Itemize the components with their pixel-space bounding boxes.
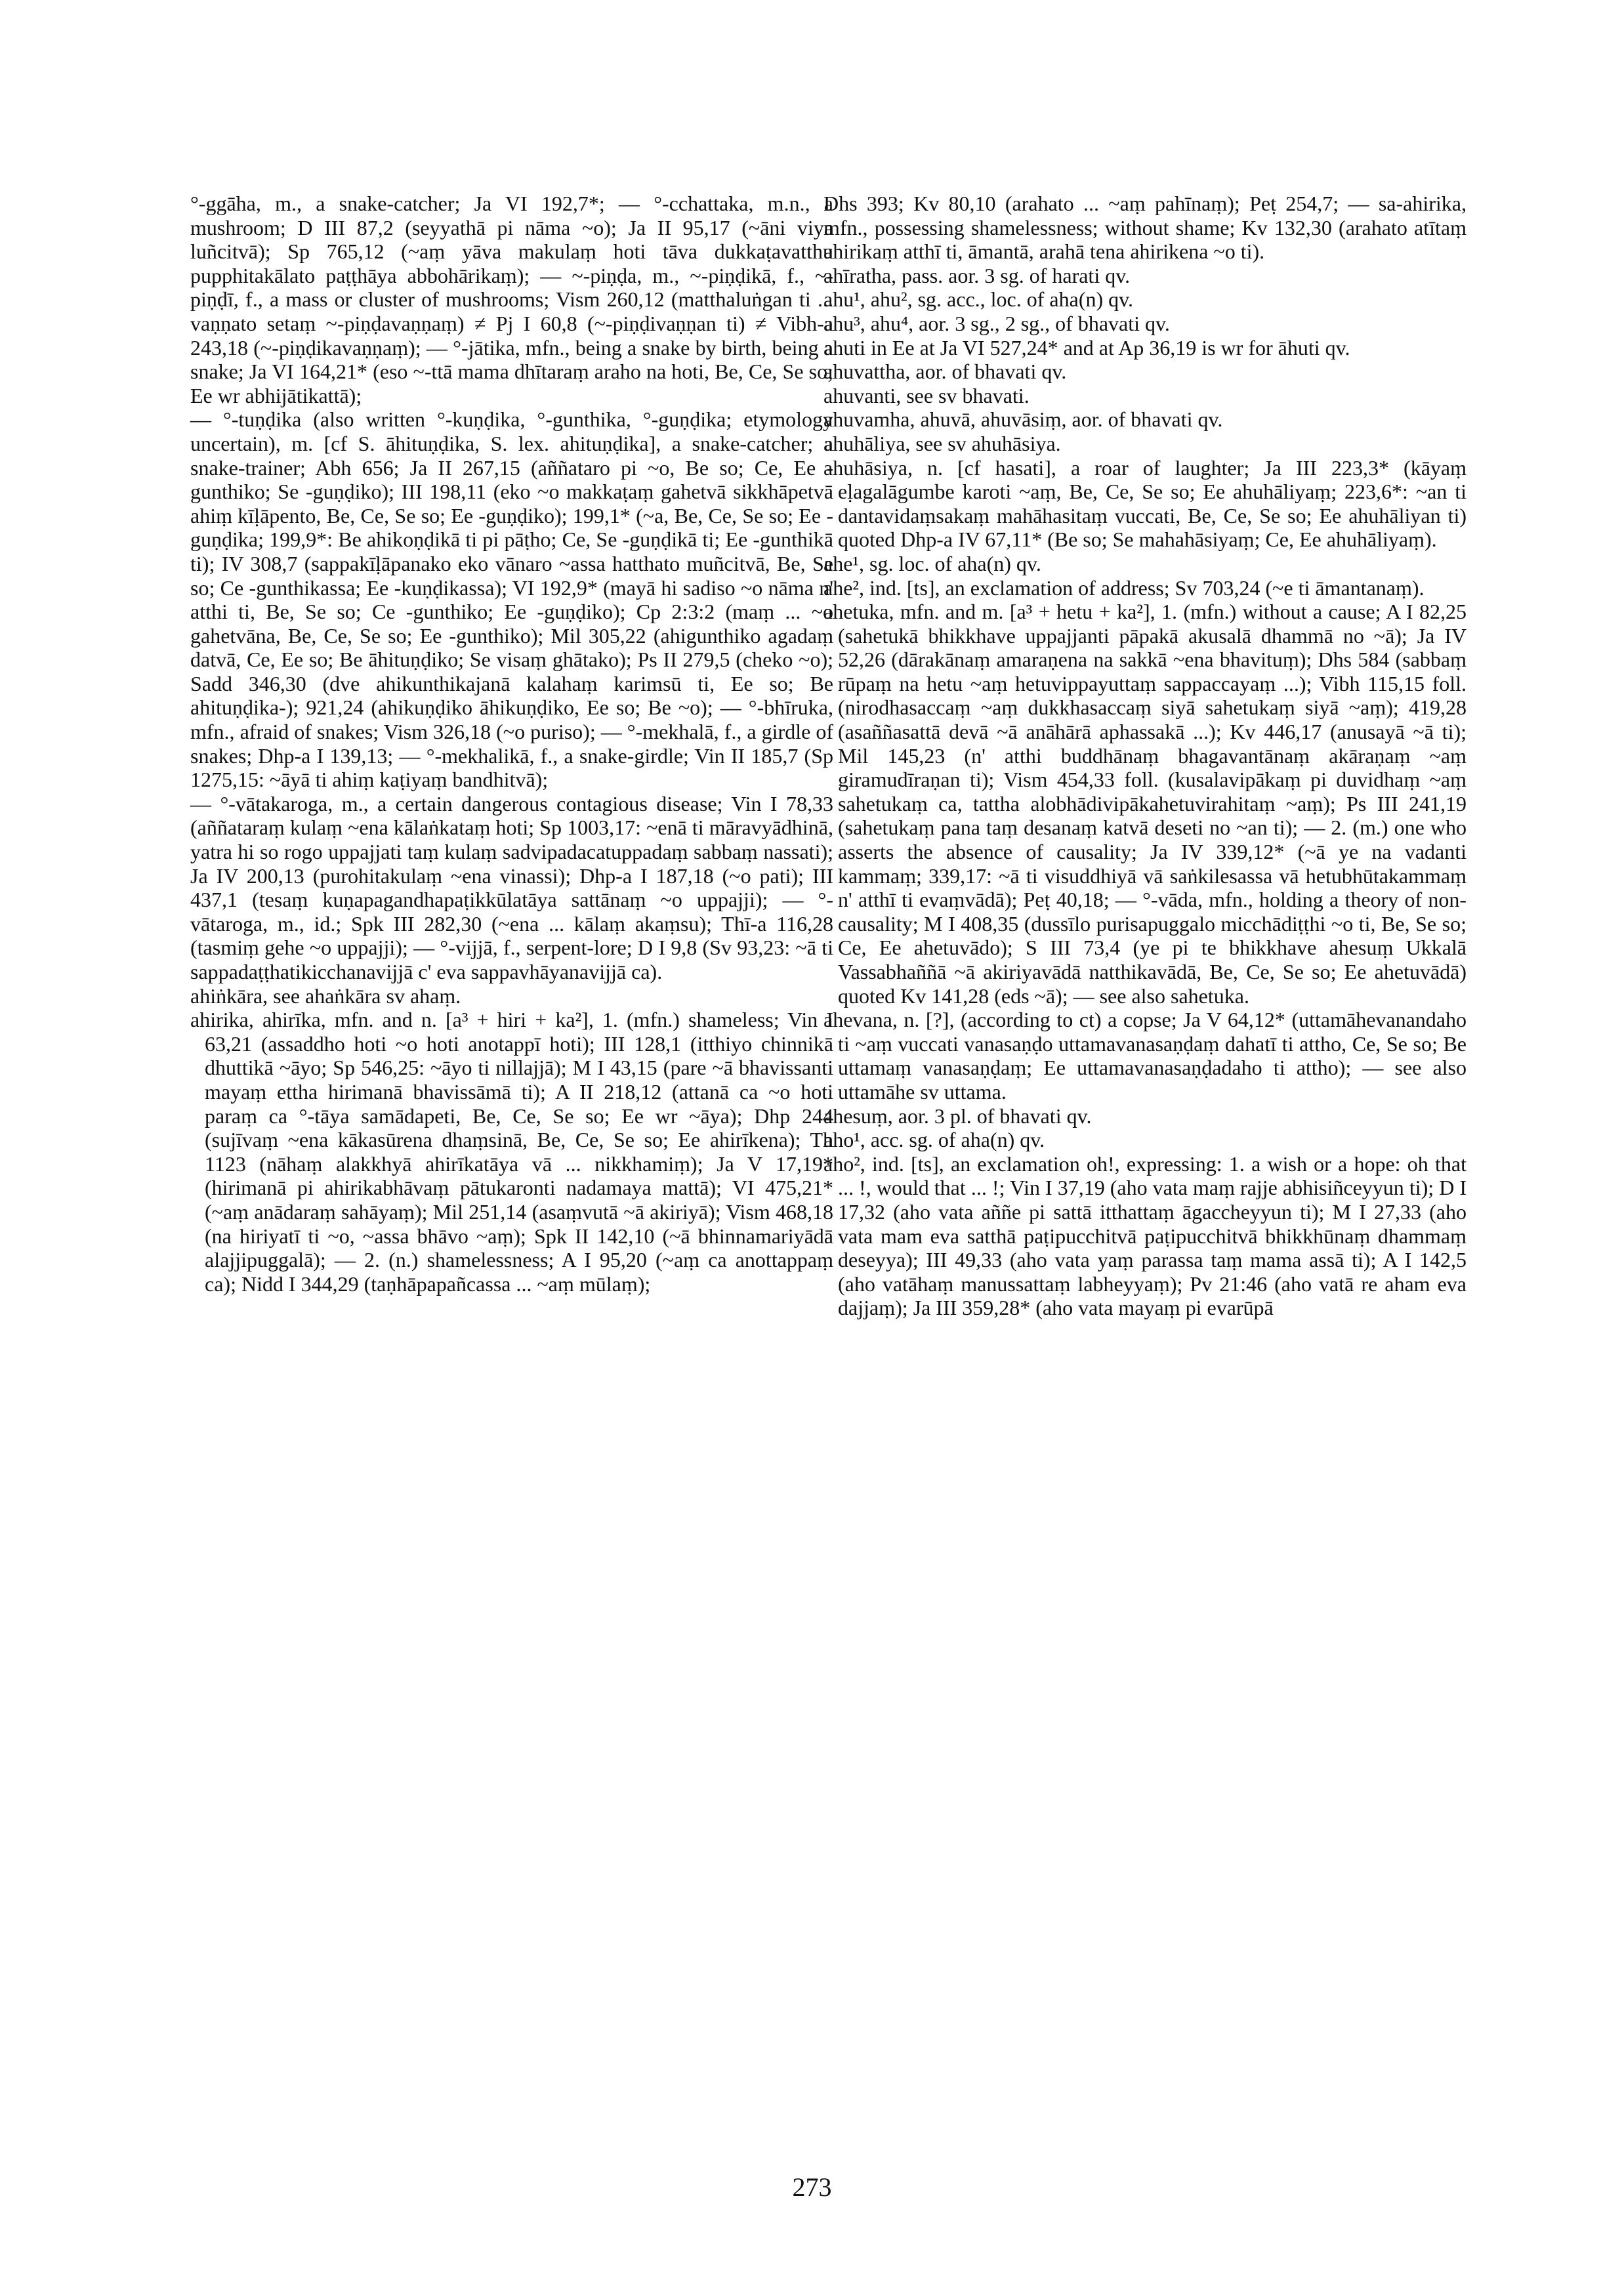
entry-ahuvattha: ahuvattha, aor. of bhavati qv. — [823, 360, 1067, 384]
entry-ahe-2: ahe², ind. [ts], an exclamation of address; Sv 703,24 (~e ti āmantanaṃ). — [823, 575, 1425, 600]
entry-ahi-compounds: °-ggāha, m., a snake-catcher; Ja VI 192,7*; — °-cchattaka, m.n., a mushroom; D III 87,2 (seyyathā pi nāma ~o); Ja II 95,17 (~āni viya luñcitvā); Sp 765,12 (~aṃ yāva makulaṃ hoti tāva dukkaṭavatthu pupphitakālato paṭṭhāya abbohārikaṃ); — ~-piṇḍa, m., ~-piṇḍikā, f., ~-piṇḍī, f., a mass or cluster of mushrooms; Vism 260,12 (matthaluṅgan ti ... vaṇṇato setaṃ ~-piṇḍavaṇṇaṃ) ≠ Pj I 60,8 (~-piṇḍivaṇṇan ti) ≠ Vibh-a 243,18 (~-piṇḍikavaṇṇaṃ); — °-jātika, mfn., being a snake by birth, being a snake; Ja VI 164,21* (eso ~-ttā mama dhītaraṃ araho na hoti, Be, Ce, Se so; Ee wr abhijātikattā); — [190, 192, 833, 407]
entry-ahirika: ahirika, ahirīka, mfn. and n. [a³ + hiri + ka²], 1. (mfn.) shameless; Vin I 63,21 (assaddho hoti ~o hoti anotappī hoti); III 128,1 (itthiyo chinnikā dhuttikā ~āyo; Sp 546,25: ~āyo ti nillajjā); M I 43,15 (pare ~ā bhavissanti mayaṃ ettha hirimanā bhavissāmā ti); A II 218,12 (attanā ca ~o hoti paraṃ ca °-tāya samādapeti, Be, Ce, Se so; Ee wr ~āya); Dhp 244 (sujīvaṃ ~ena kākasūrena dhaṃsinā, Be, Ce, Se so; Ee ahirīkena); Th 1123 (nāhaṃ alakkhyā ahirīkatāya vā ... nikkhamiṃ); Ja V 17,19* (hirimanā pi ahirikabhāvaṃ pātukaronti nadamaya mattā); VI 475,21* (~aṃ anādaraṃ sahāyaṃ); Mil 251,14 (asaṃvutā ~ā akiriyā); Vism 468,18 (na hiriyatī ti ~o, ~assa bhāvo ~aṃ); Spk II 142,10 (~ā bhinnamariyādā alajjipuggalā); — 2. (n.) shamelessness; A I 95,20 (~aṃ ca anottappaṃ ca); Nidd I 344,29 (taṇhāpapañcassa ... ~aṃ mūlaṃ); — [190, 1008, 833, 1296]
entry-ahesum: ahesuṃ, aor. 3 pl. of bhavati qv. — [823, 1104, 1092, 1128]
entry-ahuvamha: ahuvamha, ahuvā, ahuvāsiṃ, aor. of bhavati qv. — [823, 407, 1223, 432]
entry-ahirika-cont: Dhs 393; Kv 80,10 (arahato ... ~aṃ pahīnaṃ); Peṭ 254,7; — sa-ahirika, mfn., possessing shamelessness; without shame; Kv 132,30 (arahato atītaṃ ahirikaṃ atthī ti, āmantā, arahā tena ahirikena ~o ti). — [823, 192, 1467, 264]
entry-ahinkara: ahiṅkāra, see ahaṅkāra sv ahaṃ. — [190, 983, 461, 1008]
page-number: 273 — [792, 2172, 832, 2202]
entry-ahi-vatakaroga: — °-vātakaroga, m., a certain dangerous contagious disease; Vin I 78,33 (aññataraṃ kulaṃ ~ena kālaṅkataṃ hoti; Sp 1003,17: ~enā ti māravyādhinā, yatra hi so rogo uppajjati taṃ kulaṃ sadvipadacatuppadaṃ sabbaṃ nassati); Ja IV 200,13 (purohitakulaṃ ~ena vinassi); Dhp-a I 187,18 (~o pati); III 437,1 (tesaṃ kuṇapagandhapaṭikkūlatāya sattānaṃ ~o uppajji); — °-vātaroga, m., id.; Spk III 282,30 (~ena ... kālaṃ akaṃsu); Thī-a 116,28 (tasmiṃ gehe ~o uppajji); — °-vijjā, f., serpent-lore; D I 9,8 (Sv 93,23: ~ā ti sappadaṭṭhatikicchanavijjā c' eva sappavhāyanavijjā ca). — [190, 791, 833, 983]
entry-ahuhasiya: ahuhāsiya, n. [cf hasati], a roar of laughter; Ja III 223,3* (kāyaṃ eḷagalāgumbe karoti ~aṃ, Be, Ce, Se so; Ee ahuhāliyaṃ; 223,6*: ~an ti dantavidaṃsakaṃ mahāhasitaṃ vuccati, Be, Ce, Se so; Ee ahuhāliyan ti) quoted Dhp-a IV 67,11* (Be so; Se mahahāsiyaṃ; Ce, Ee ahuhāliyaṃ). — [823, 455, 1467, 552]
right-column — [823, 192, 1467, 1320]
entry-ahiratha: ahīratha, pass. aor. 3 sg. of harati qv. — [823, 263, 1131, 287]
entry-ahi-tundika: — °-tuṇḍika (also written °-kuṇḍika, °-gunthika, °-guṇḍika; etymology uncertain), m. [cf S. āhituṇḍika, S. lex. ahituṇḍika], a snake-catcher; a snake-trainer; Abh 656; Ja II 267,15 (aññataro pi ~o, Be so; Ce, Ee -gunthiko; Se -guṇḍiko); III 198,11 (eko ~o makkaṭaṃ gahetvā sikkhāpetvā ahiṃ kīḷāpento, Be, Ce, Se so; Ee -guṇḍiko); 199,1* (~a, Be, Ce, Se so; Ee -guṇḍika; 199,9*: Be ahikoṇḍikā ti pi pāṭho; Ce, Se -guṇḍikā ti; Ee -gunthikā ti); IV 308,7 (sappakīḷāpanako eko vānaro ~assa hatthato muñcitvā, Be, Se so; Ce -gunthikassa; Ee -kuṇḍikassa); VI 192,9* (mayā hi sadiso ~o nāma n' atthi ti, Be, Se so; Ce -gunthiko; Ee -guṇḍiko); Cp 2:3:2 (maṃ ... ~o gahetvāna, Be, Ce, Se so; Ee -gunthiko); Mil 305,22 (ahigunthiko agadaṃ datvā, Ce, Ee so; Be āhituṇḍiko; Se visaṃ ghātako); Ps II 279,5 (cheko ~o); Sadd 346,30 (dve ahikunthikajanā kalahaṃ karimsū ti, Ee so; Be ahituṇḍika-); 921,24 (ahikuṇḍiko āhikuṇḍiko, Ee so; Be ~o); — °-bhīruka, mfn., afraid of snakes; Vism 326,18 (~o puriso); — °-mekhalā, f., a girdle of snakes; Dhp-a I 139,13; — °-mekhalikā, f., a snake-girdle; Vin II 185,7 (Sp 1275,15: ~āyā ti ahiṃ kaṭiyaṃ bandhitvā); — [190, 407, 833, 792]
entry-ahu-3-4: ahu³, ahu⁴, aor. 3 sg., 2 sg., of bhavati qv. — [823, 311, 1170, 335]
entry-ahevana: ahevana, n. [?], (according to ct) a copse; Ja V 64,12* (uttamāhevanandaho ti ~aṃ vuccati vanasaṇḍo uttamavanasaṇḍaṃ dahatī ti attho, Ce, Se so; Be uttamaṃ vanasaṇḍaṃ; Ee uttamavanasaṇḍadaho ti attho); — see also uttamāhe sv uttama. — [823, 1008, 1467, 1104]
entry-ahu-1-2: ahu¹, ahu², sg. acc., loc. of aha(n) qv. — [823, 287, 1134, 312]
left-column — [190, 192, 833, 1296]
entry-aho-1: aho¹, acc. sg. of aha(n) qv. — [823, 1128, 1045, 1152]
entry-ahuvanti: ahuvanti, see sv bhavati. — [823, 383, 1030, 407]
entry-ahetuka: ahetuka, mfn. and m. [a³ + hetu + ka²], 1. (mfn.) without a cause; A I 82,25 (sahetukā bhikkhave uppajjanti pāpakā akusalā dhammā no ~ā); Ja IV 52,26 (dārakānaṃ amaraṇena na sakkā ~ena bhavituṃ); Dhs 584 (sabbaṃ rūpaṃ na hetu ~aṃ hetuvippayuttaṃ sappaccayaṃ ...); Vibh 115,15 foll. (nirodhasaccaṃ ~aṃ dukkhasaccaṃ siyā sahetukaṃ siyā ~aṃ); 419,28 (asaññasattā devā ~ā anāhārā aphassakā ...); Kv 446,17 (anusayā ~ā ti); Mil 145,23 (n' atthi buddhānaṃ bhagavantānaṃ akāraṇaṃ ~aṃ giramudīraṇan ti); Vism 454,33 foll. (kusalavipākaṃ pi duvidhaṃ ~aṃ sahetukaṃ ca, tattha alobhādivipākahetuvirahitaṃ ~aṃ); Ps III 241,19 (sahetukaṃ pana taṃ desanaṃ katvā deseti no ~an ti); — 2. (m.) one who asserts the absence of causality; Ja IV 339,12* (~ā ye na vadanti kammaṃ; 339,17: ~ā ti visuddhiyā vā saṅkilesassa vā hetubhūtakammaṃ n' atthī ti evaṃvādā); Peṭ 40,18; — °-vāda, mfn., holding a theory of non-causality; M I 408,35 (dussīlo purisapuggalo micchādiṭṭhi ~o ti, Be, Se so; Ce, Ee ahetuvādo); S III 73,4 (ye pi te bhikkhave ahesuṃ Ukkalā Vassabhaññā ~ā akiriyavādā natthikavādā, Be, Ce, Se so; Ee ahetuvādā) quoted Kv 141,28 (eds ~ā); — see also sahetuka. — [823, 600, 1467, 1008]
entry-aho-2: aho², ind. [ts], an exclamation oh!, expressing: 1. a wish or a hope: oh that ... !, would that ... !; Vin I 37,19 (aho vata maṃ rajje abhisiñceyyun ti); D I 17,32 (aho vata aññe pi sattā itthattaṃ āgaccheyyun ti); M I 27,33 (aho vata mam eva satthā paṭipucchitvā paṭipucchitvā bhikkhūnaṃ dhammaṃ deseyya); III 49,33 (aho vata yaṃ parassa taṃ mama assā ti); A I 142,5 (aho vatāhaṃ manussattaṃ labheyyaṃ); Pv 21:46 (aho vatā re aham eva dajjaṃ); Ja III 359,28* (aho vata mayaṃ pi evarūpā — [823, 1151, 1467, 1320]
entry-ahuhaliya: ahuhāliya, see sv ahuhāsiya. — [823, 431, 1061, 455]
entry-ahe-1: ahe¹, sg. loc. of aha(n) qv. — [823, 551, 1041, 575]
entry-ahuti: ahuti in Ee at Ja VI 527,24* and at Ap 36,19 is wr for āhuti qv. — [823, 335, 1350, 360]
